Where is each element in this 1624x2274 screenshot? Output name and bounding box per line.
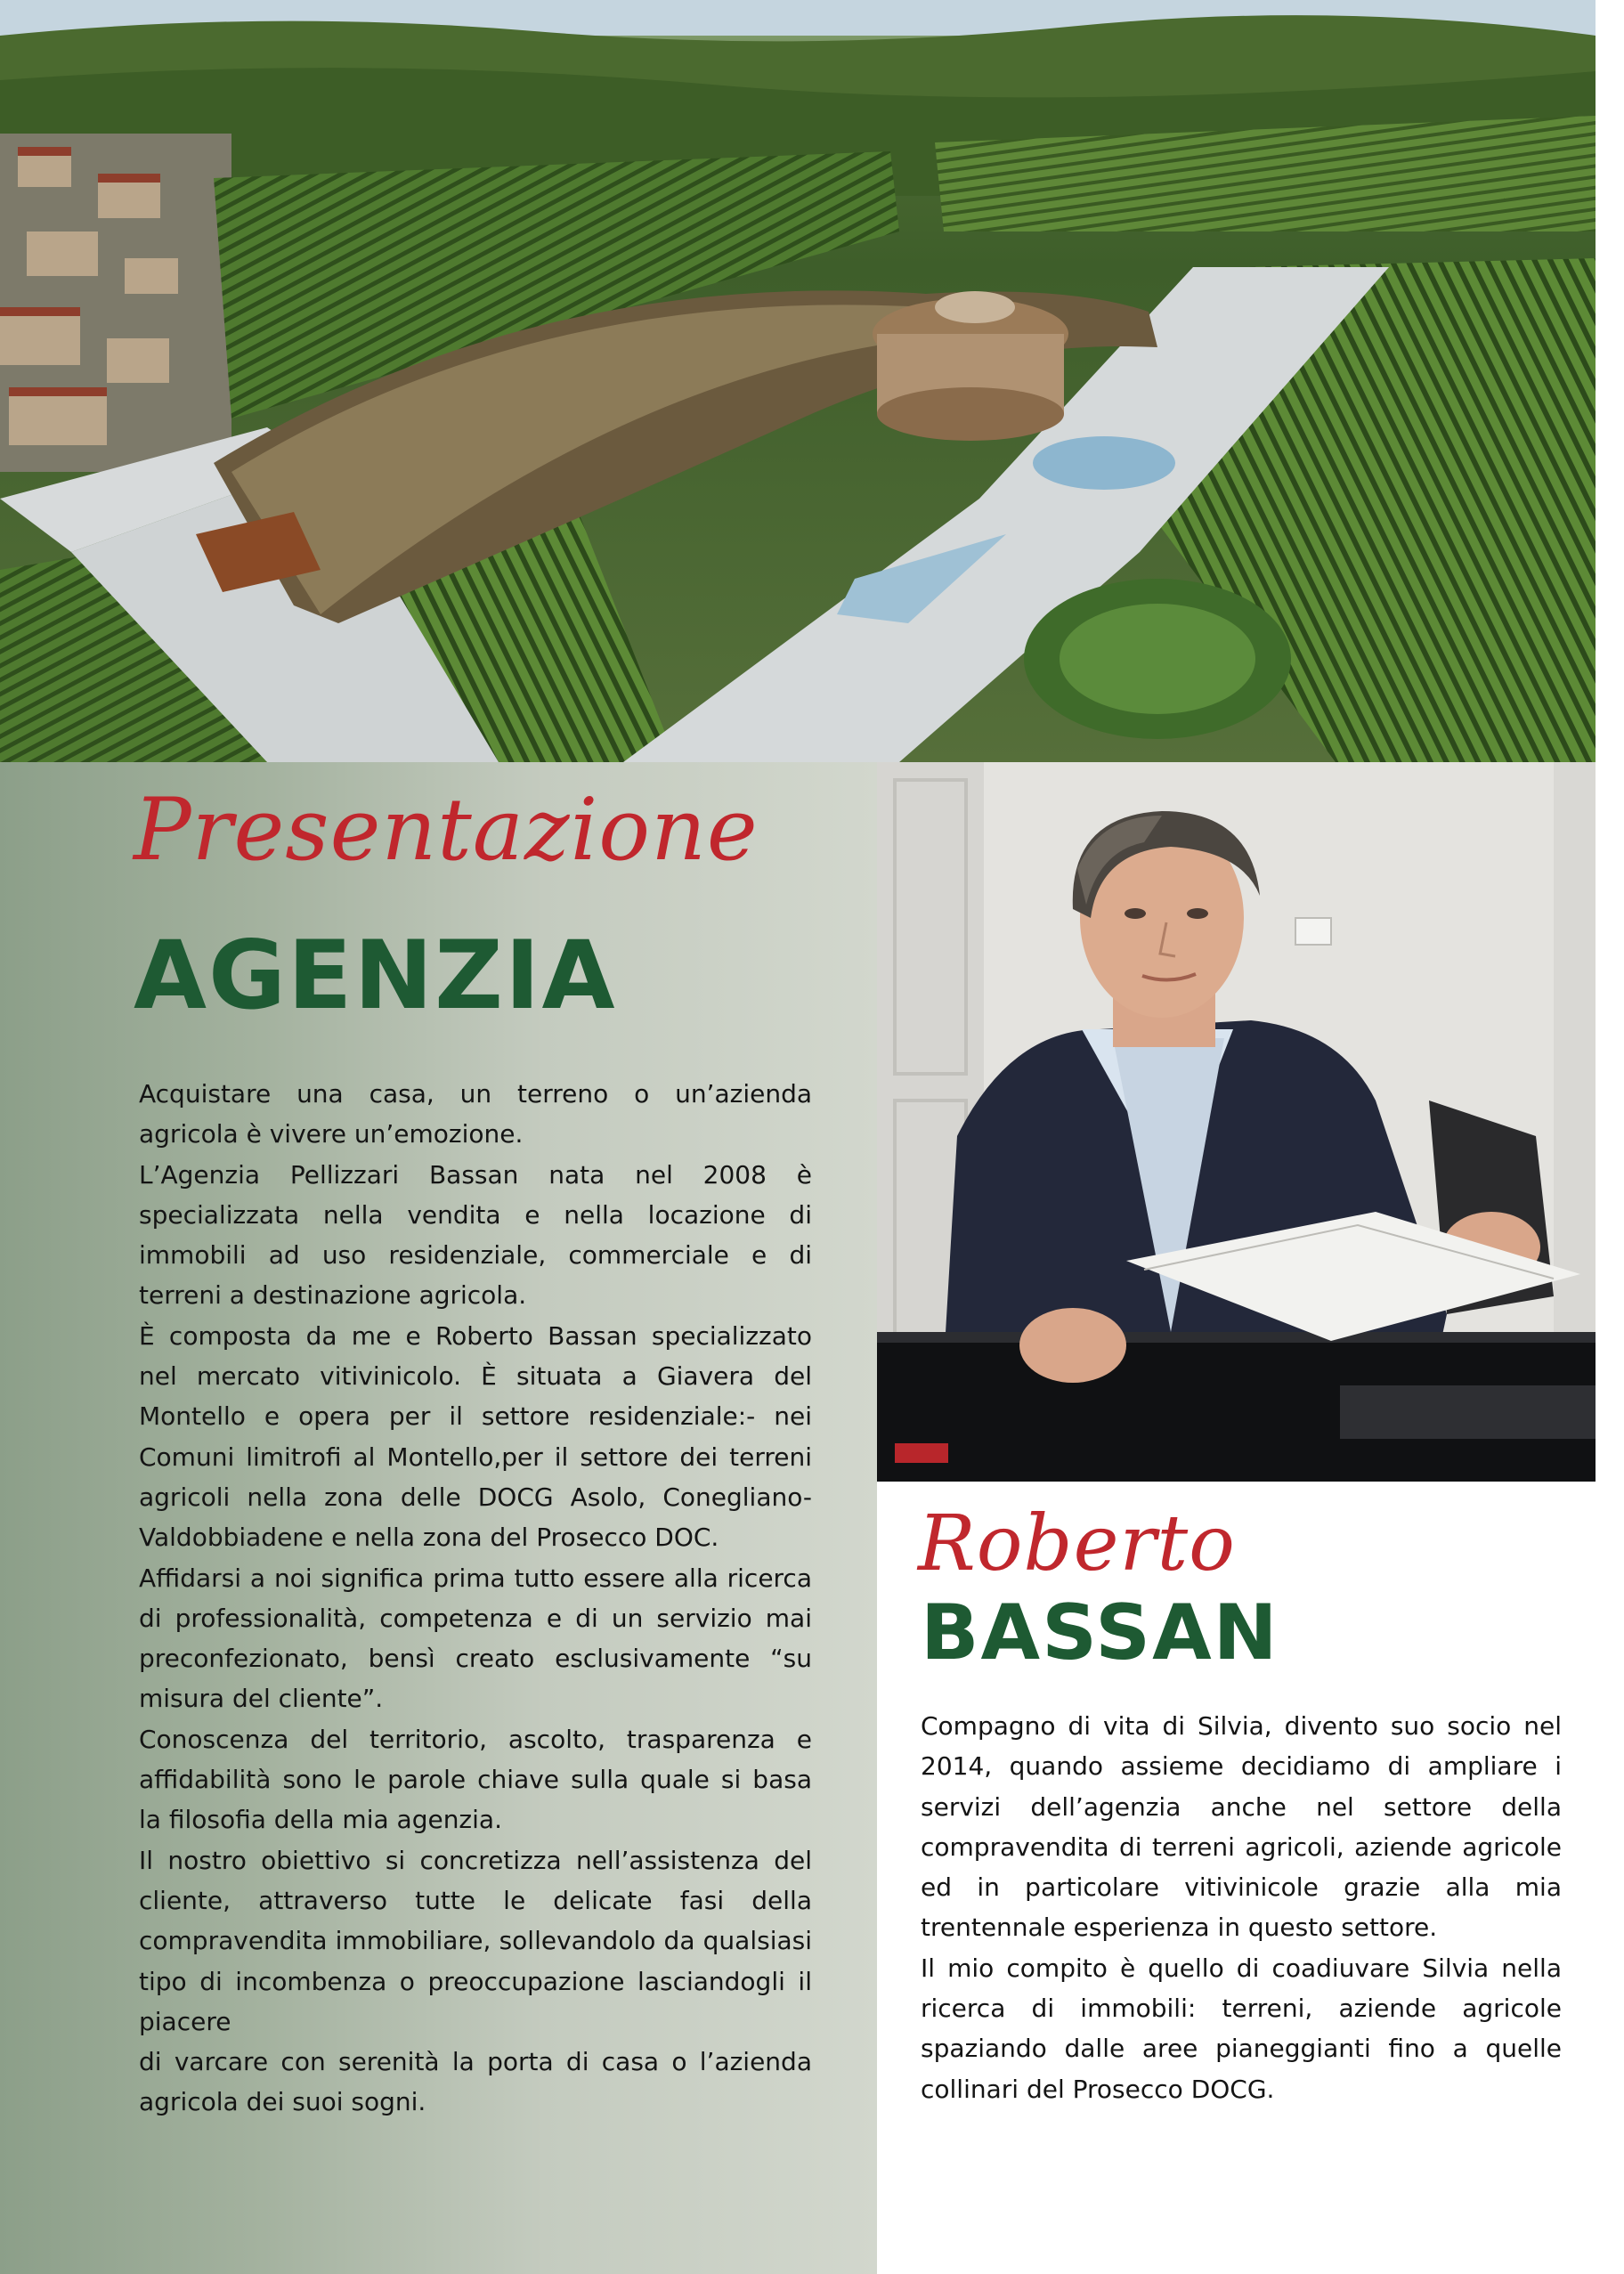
person-paragraph: Compagno di vita di Silvia, divento suo socio nel 2014, quando assieme decidiamo di ampliare i servizi dell’agenzia anche nel settore della compravendita di terreni agricoli, aziende agricole ed in particolare vitivinicole grazie alla mia trentennale esperienza in questo settore. [921,1711,1562,1943]
agency-title: AGENZIA [134,921,617,1030]
agency-paragraph: di varcare con serenità la porta di casa o l’azienda agricola dei suoi sogni. [139,2047,812,2117]
agency-paragraph: Affidarsi a noi significa prima tutto essere alla ricerca di professionalità, competenza e di un servizio mai preconfezionato, bensì creato esclusivamente “su misura del cliente”. [139,1563,812,1714]
bio-panel [877,1482,1596,2274]
person-body-text [921,1706,1562,2109]
page-margin-strip [1596,0,1624,2274]
person-paragraph: Il mio compito è quello di coadiuvare Silvia nella ricerca di immobili: terreni, aziende agricole spaziando dalle aree pianeggianti fino a quelle collinari del Prosecco DOCG. [921,1953,1562,2104]
agency-paragraph: È composta da me e Roberto Bassan specializzato nel mercato vitivinicolo. È situata a Giavera del Montello e opera per il settore residenziale:- nei Comuni limitrofi al Montello,per il settore dei terreni agricoli nella zona delle DOCG Asolo, Conegliano- Valdobbiadene e nella zona del Prosecco DOC. [139,1320,812,1553]
portrait-photo [877,762,1596,1482]
agency-body-text [139,1074,812,2123]
agency-paragraph: L’Agenzia Pellizzari Bassan nata nel 2008 è specializzata nella vendita e nella locazione di immobili ad uso residenziale, commerciale e di terreni a destinazione agricola. [139,1159,812,1311]
agency-script-title: Presentazione [134,780,759,880]
agency-paragraph: Conoscenza del territorio, ascolto, trasparenza e affidabilità sono le parole chiave sulla quale si basa la filosofia della mia agenzia. [139,1724,812,1835]
portrait-illustration [877,762,1596,1482]
person-surname: BASSAN [921,1588,1279,1677]
agency-paragraph: Il nostro obiettivo si concretizza nell’assistenza del cliente, attraverso tutte le delicate fasi della compravendita immobiliare, sollevandolo da qualsiasi tipo di incombenza o preoccupazione lasciandogli il piacere [139,1845,812,2036]
winery-aerial-photo [0,0,1596,762]
agency-paragraph: Acquistare una casa, un terreno o un’azienda agricola è vivere un’emozione. [139,1079,812,1149]
person-script-name: Roberto [918,1499,1236,1588]
vineyard-illustration [0,0,1596,762]
agency-panel [0,762,877,2274]
